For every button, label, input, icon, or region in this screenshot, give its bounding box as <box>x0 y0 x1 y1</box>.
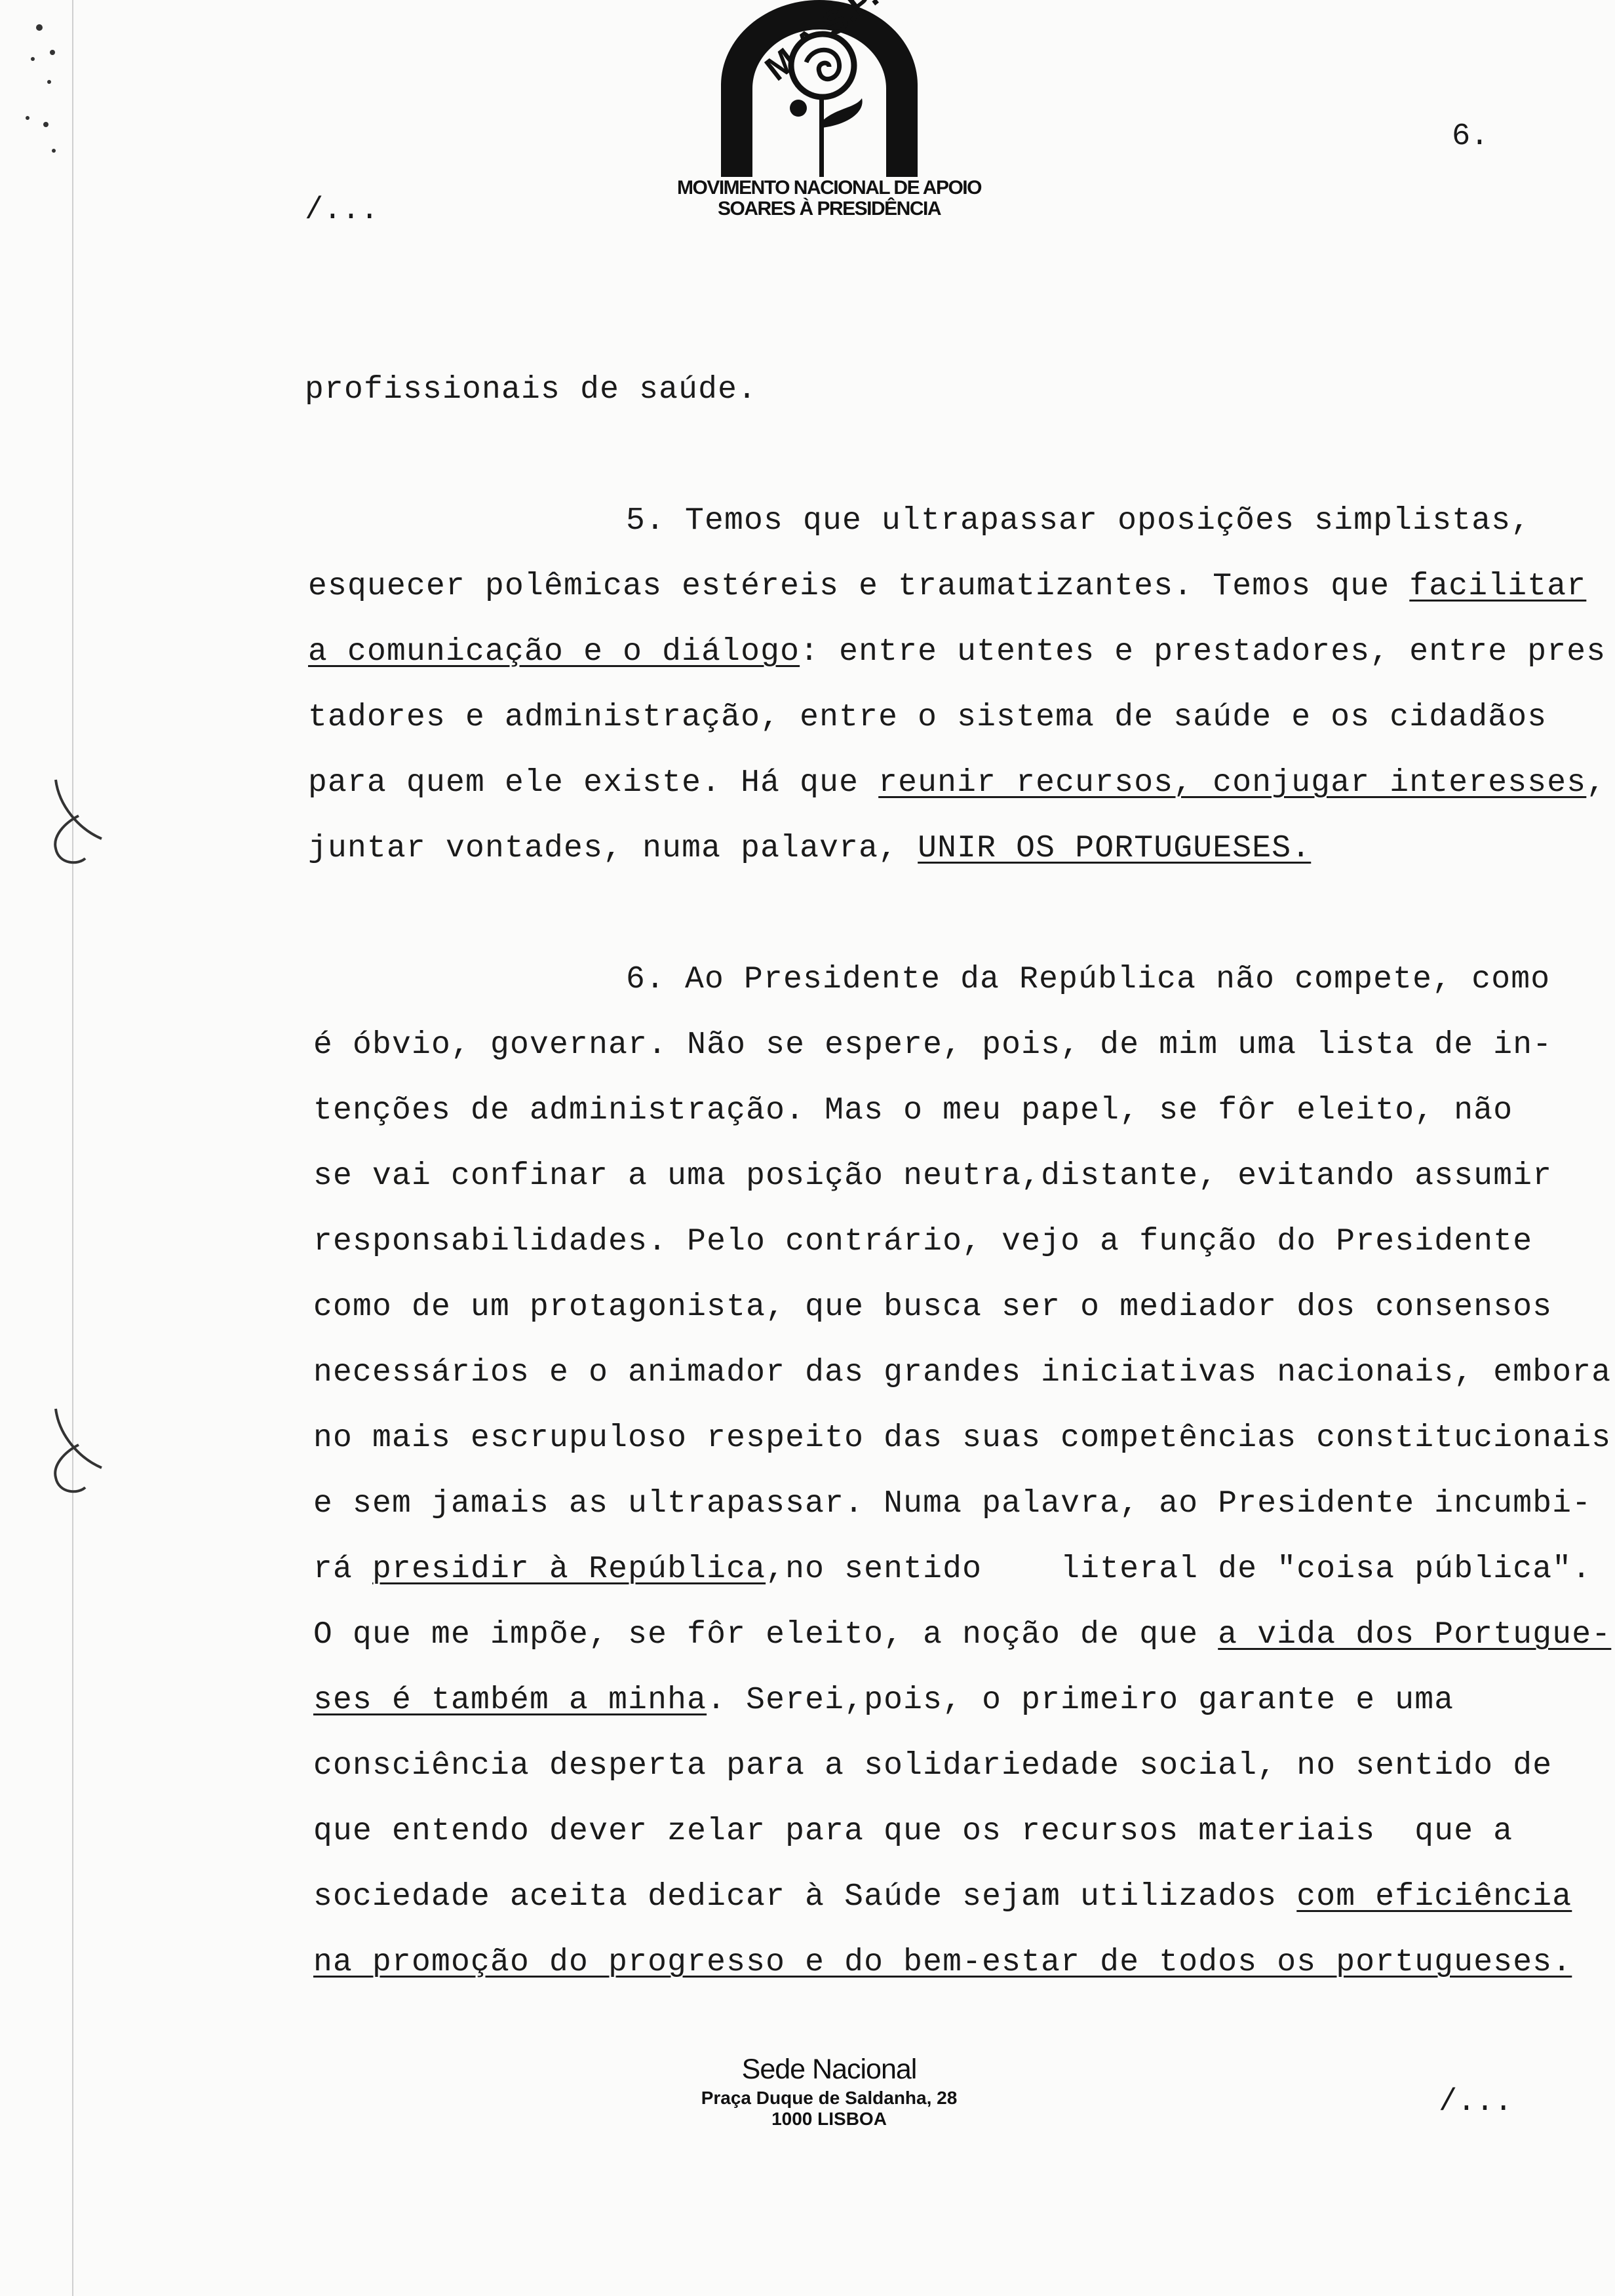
body-line <box>313 1681 1454 1720</box>
text-segment: tadores e administração, entre o sistema de saúde e os cidadãos <box>308 700 1547 735</box>
body-line <box>305 370 757 410</box>
text-segment: é óbvio, governar. Não se espere, pois, de mim uma lista de in- <box>313 1027 1553 1063</box>
underlined-text: a vida dos Portugue- <box>1218 1617 1612 1653</box>
body-line <box>313 1484 1591 1523</box>
body-line <box>313 1025 1552 1065</box>
continuation-mark-top: /... <box>305 193 379 228</box>
text-segment: necessários e o animador das grandes iniciativas nacionais, embora <box>313 1355 1612 1390</box>
footer-address-line-2: 1000 LISBOA <box>771 2109 887 2129</box>
body-line <box>313 1288 1552 1327</box>
page-number: 6. <box>1452 119 1489 154</box>
footer-address-line-1: Praça Duque de Saldanha, 28 <box>701 2088 958 2108</box>
underlined-text: na promoção do progresso e do bem-estar de todos os portugueses. <box>313 1945 1572 1980</box>
text-segment: ,no sentido literal de "coisa pública". <box>766 1552 1592 1587</box>
text-segment: profissionais de saúde. <box>305 372 758 408</box>
text-segment: sociedade aceita dedicar à Saúde sejam utilizados <box>313 1879 1297 1915</box>
body-line <box>308 567 1586 606</box>
underlined-text: reunir recursos, conjugar interesses <box>878 765 1587 801</box>
body-line <box>313 1091 1513 1130</box>
body-line <box>313 1550 1591 1589</box>
text-segment: consciência desperta para a solidariedade social, no sentido de <box>313 1748 1553 1784</box>
body-line <box>626 960 1550 999</box>
text-segment: responsabilidades. Pelo contrário, vejo a função do Presidente <box>313 1224 1533 1259</box>
underlined-text: a comunicação e o diálogo <box>308 634 800 670</box>
text-segment: , <box>1586 765 1606 801</box>
text-segment: 5. Temos que ultrapassar oposições simplistas, <box>626 503 1531 539</box>
body-line <box>308 763 1606 803</box>
body-line <box>308 632 1606 672</box>
body-line <box>313 1746 1552 1786</box>
body-line <box>313 1615 1611 1655</box>
text-segment: : entre utentes e prestadores, entre pres <box>800 634 1606 670</box>
logo-line-2: SOARES À PRESIDÊNCIA <box>717 198 941 220</box>
text-segment: 6. Ao Presidente da República não compete, como <box>626 962 1551 997</box>
text-segment: e sem jamais as ultrapassar. Numa palavra, ao Presidente incumbi- <box>313 1486 1592 1521</box>
body-line <box>313 1943 1572 1982</box>
body-line <box>313 1353 1611 1392</box>
underlined-text: ses é também a minha <box>313 1683 707 1718</box>
text-segment: O que me impõe, se fôr eleito, a noção de que <box>313 1617 1218 1653</box>
text-segment: como de um protagonista, que busca ser o mediador dos consensos <box>313 1290 1553 1325</box>
body-line <box>313 1877 1572 1917</box>
text-segment: no mais escrupuloso respeito das suas competências constitucionais <box>313 1421 1612 1456</box>
text-segment: rá <box>313 1552 373 1587</box>
text-segment: . Serei,pois, o primeiro garante e uma <box>707 1683 1454 1718</box>
footer-title: Sede Nacional <box>741 2054 917 2085</box>
underlined-text: com eficiência <box>1296 1879 1572 1915</box>
text-segment: se vai confinar a uma posição neutra,distante, evitando assumir <box>313 1158 1553 1194</box>
text-segment: para quem ele existe. Há que <box>308 765 879 801</box>
body-line <box>313 1222 1532 1261</box>
continuation-mark-bottom: /... <box>1439 2085 1513 2120</box>
text-segment: juntar vontades, numa palavra, <box>308 831 918 866</box>
body-line <box>626 501 1530 541</box>
body-line <box>308 698 1547 737</box>
body-line <box>308 829 1311 868</box>
underlined-text: UNIR OS PORTUGUESES. <box>918 831 1312 866</box>
body-line <box>313 1812 1513 1851</box>
body-line <box>313 1419 1611 1458</box>
text-segment: que entendo dever zelar para que os recursos materiais que a <box>313 1814 1513 1849</box>
underlined-text: presidir à República <box>372 1552 766 1587</box>
body-line <box>313 1157 1552 1196</box>
text-segment: tenções de administração. Mas o meu papel, se fôr eleito, não <box>313 1093 1513 1128</box>
logo-line-1: MOVIMENTO NACIONAL DE APOIO <box>677 177 981 199</box>
text-segment: esquecer polêmicas estéreis e traumatizantes. Temos que <box>308 569 1410 604</box>
underlined-text: facilitar <box>1409 569 1587 604</box>
